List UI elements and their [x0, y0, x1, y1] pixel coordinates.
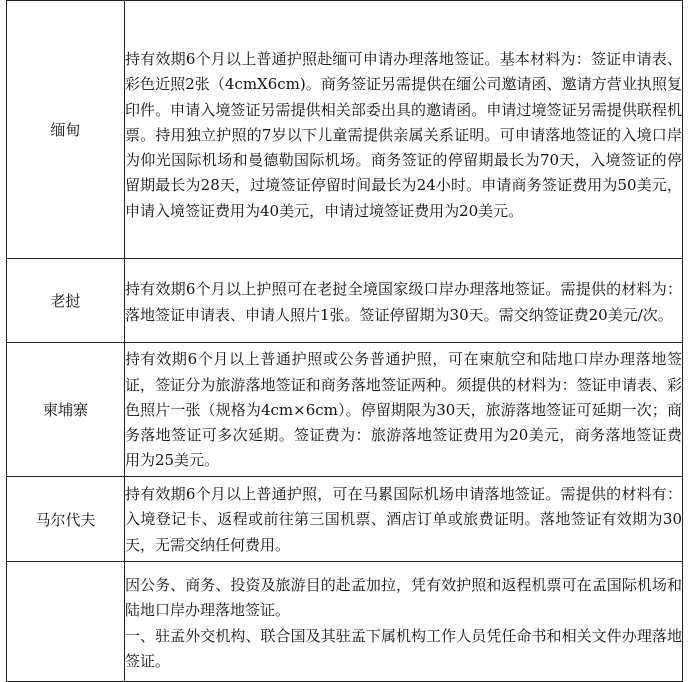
- country-name: [7, 562, 125, 682]
- description-paragraph: 持有效期6个月以上普通护照赴缅可申请办理落地签证。基本材料为：签证申请表、彩色近照2张（4cmX6cm)。商务签证另需提供在缅公司邀请函、邀请方营业执照复印件。申请入境签证另需提供相关部委出具的邀请函。申请过境签证另需提供联程机票。持用独立护照的7岁以下儿童需提供亲属关系证明。可申请落地签证的入境口岸为仰光国际机场和曼德勒国际机场。商务签证的停留期最长为70天，入境签证的停留期最长为28天，过境签证停留时间最长为24小时。申请商务签证费用为50美元，申请入境签证费用为40美元，申请过境签证费用为20美元。: [125, 49, 682, 220]
- visa-on-arrival-table: [6, 0, 683, 682]
- description-paragraph: 持有效期6个月以上普通护照或公务普通护照，可在柬航空和陆地口岸办理落地签证，签证分为旅游落地签证和商务落地签证两种。须提供的材料为：签证申请表、彩色照片一张（规格为4cm×6cm）。停留期限为30天，旅游落地签证可延期一次；商务落地签证可多次延期。签证费为：旅游落地签证费用为20美元，商务落地签证费用为25美元。: [125, 350, 682, 470]
- table-row: [7, 343, 683, 477]
- visa-description: [125, 562, 683, 682]
- description-paragraph: 持有效期6个月以上普通护照，可在马累国际机场申请落地签证。需提供的材料有：入境登记卡、返程或前往第三国机票、酒店订单或旅费证明。落地签证有效期为30天，无需交纳任何费用。: [125, 485, 682, 554]
- country-name: 缅甸: [7, 1, 125, 259]
- table-row: [7, 562, 683, 682]
- country-name: 马尔代夫: [7, 477, 125, 562]
- country-name: 柬埔寨: [7, 343, 125, 477]
- description-paragraph: 因公务、商务、投资及旅游目的赴孟加拉，凭有效护照和返程机票可在孟国际机场和陆地口岸办理落地签证。: [125, 575, 682, 620]
- description-paragraph: 持有效期6个月以上护照可在老挝全境国家级口岸办理落地签证。需提供的材料为：落地签证申请表、申请人照片1张。签证停留期为30天。需交纳签证费20美元/次。: [125, 280, 682, 324]
- table-row: [7, 1, 683, 259]
- country-name: 老挝: [7, 259, 125, 343]
- table-row: [7, 259, 683, 343]
- visa-description: [125, 1, 683, 259]
- visa-description: [125, 343, 683, 477]
- visa-description: [125, 259, 683, 343]
- description-paragraph: 一、驻孟外交机构、联合国及其驻孟下属机构工作人员凭任命书和相关文件办理落地签证。: [125, 626, 682, 670]
- visa-description: [125, 477, 683, 562]
- table-row: [7, 477, 683, 562]
